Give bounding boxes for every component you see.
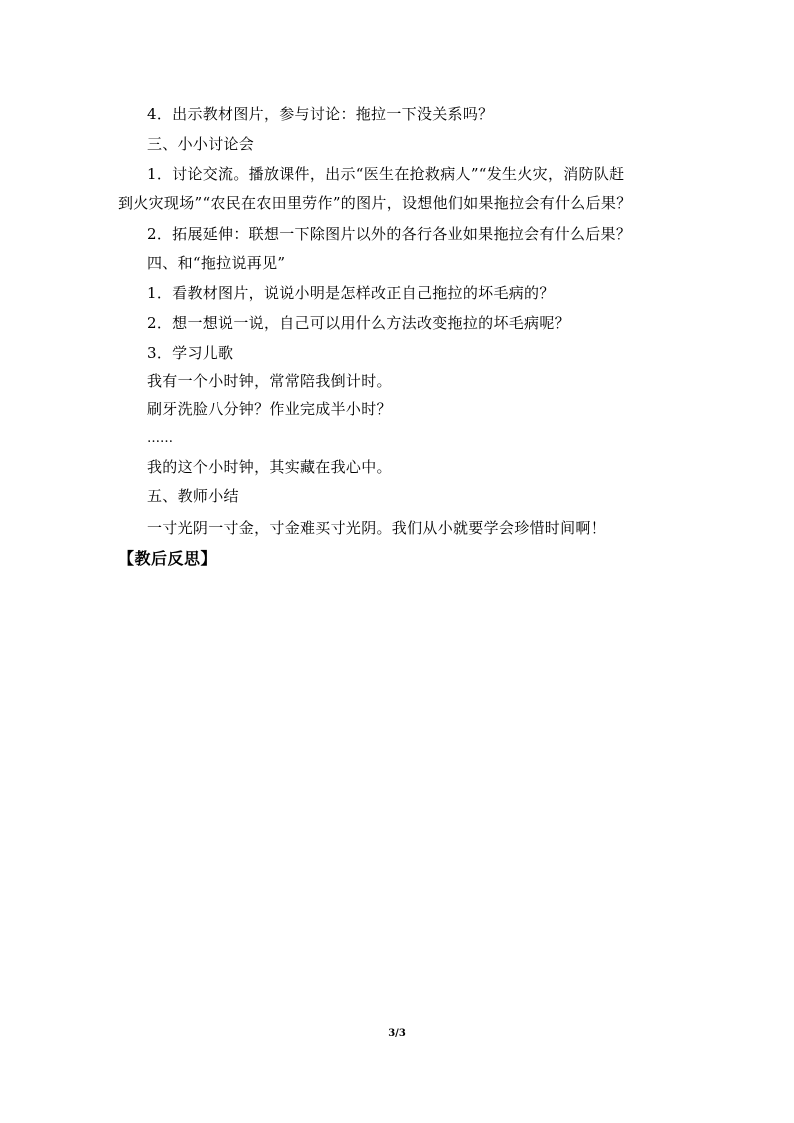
step-4-text: 4．出示教材图片，参与讨论：拖拉一下没关系吗？ [147,105,494,123]
rhyme-line-3: 我的这个小时钟，其实藏在我心中。 [147,458,392,476]
discussion-item-1-line-1: 1．讨论交流。播放课件，出示“医生在抢救病人”“发生火灾，消防队赶 [147,165,625,183]
farewell-item-1: 1．看教材图片，说说小明是怎样改正自己拖拉的坏毛病的？ [147,284,555,302]
section-4-heading: 四、和“拖拉说再见” [147,254,286,272]
farewell-item-3: 3．学习儿歌 [147,344,234,362]
teacher-summary-text: 一寸光阴一寸金，寸金难买寸光阴。我们从小就要学会珍惜时间啊！ [147,519,607,537]
reflection-heading: 【教后反思】 [118,549,218,568]
discussion-item-2: 2．拓展延伸：联想一下除图片以外的各行各业如果拖拉会有什么后果？ [147,225,632,243]
discussion-item-1-line-2: 到火灾现场”“农民在农田里劳作”的图片，设想他们如果拖拉会有什么后果？ [118,194,632,212]
rhyme-line-1: 我有一个小时钟，常常陪我倒计时。 [147,372,392,390]
page-number: 3/3 [388,1028,406,1039]
rhyme-line-2: 刷牙洗脸八分钟？作业完成半小时？ [147,400,392,418]
rhyme-ellipsis: …… [147,431,173,446]
farewell-item-2: 2．想一想说一说，自己可以用什么方法改变拖拉的坏毛病呢？ [147,314,570,332]
section-5-heading: 五、教师小结 [147,487,239,505]
section-3-heading: 三、小小讨论会 [147,135,255,153]
